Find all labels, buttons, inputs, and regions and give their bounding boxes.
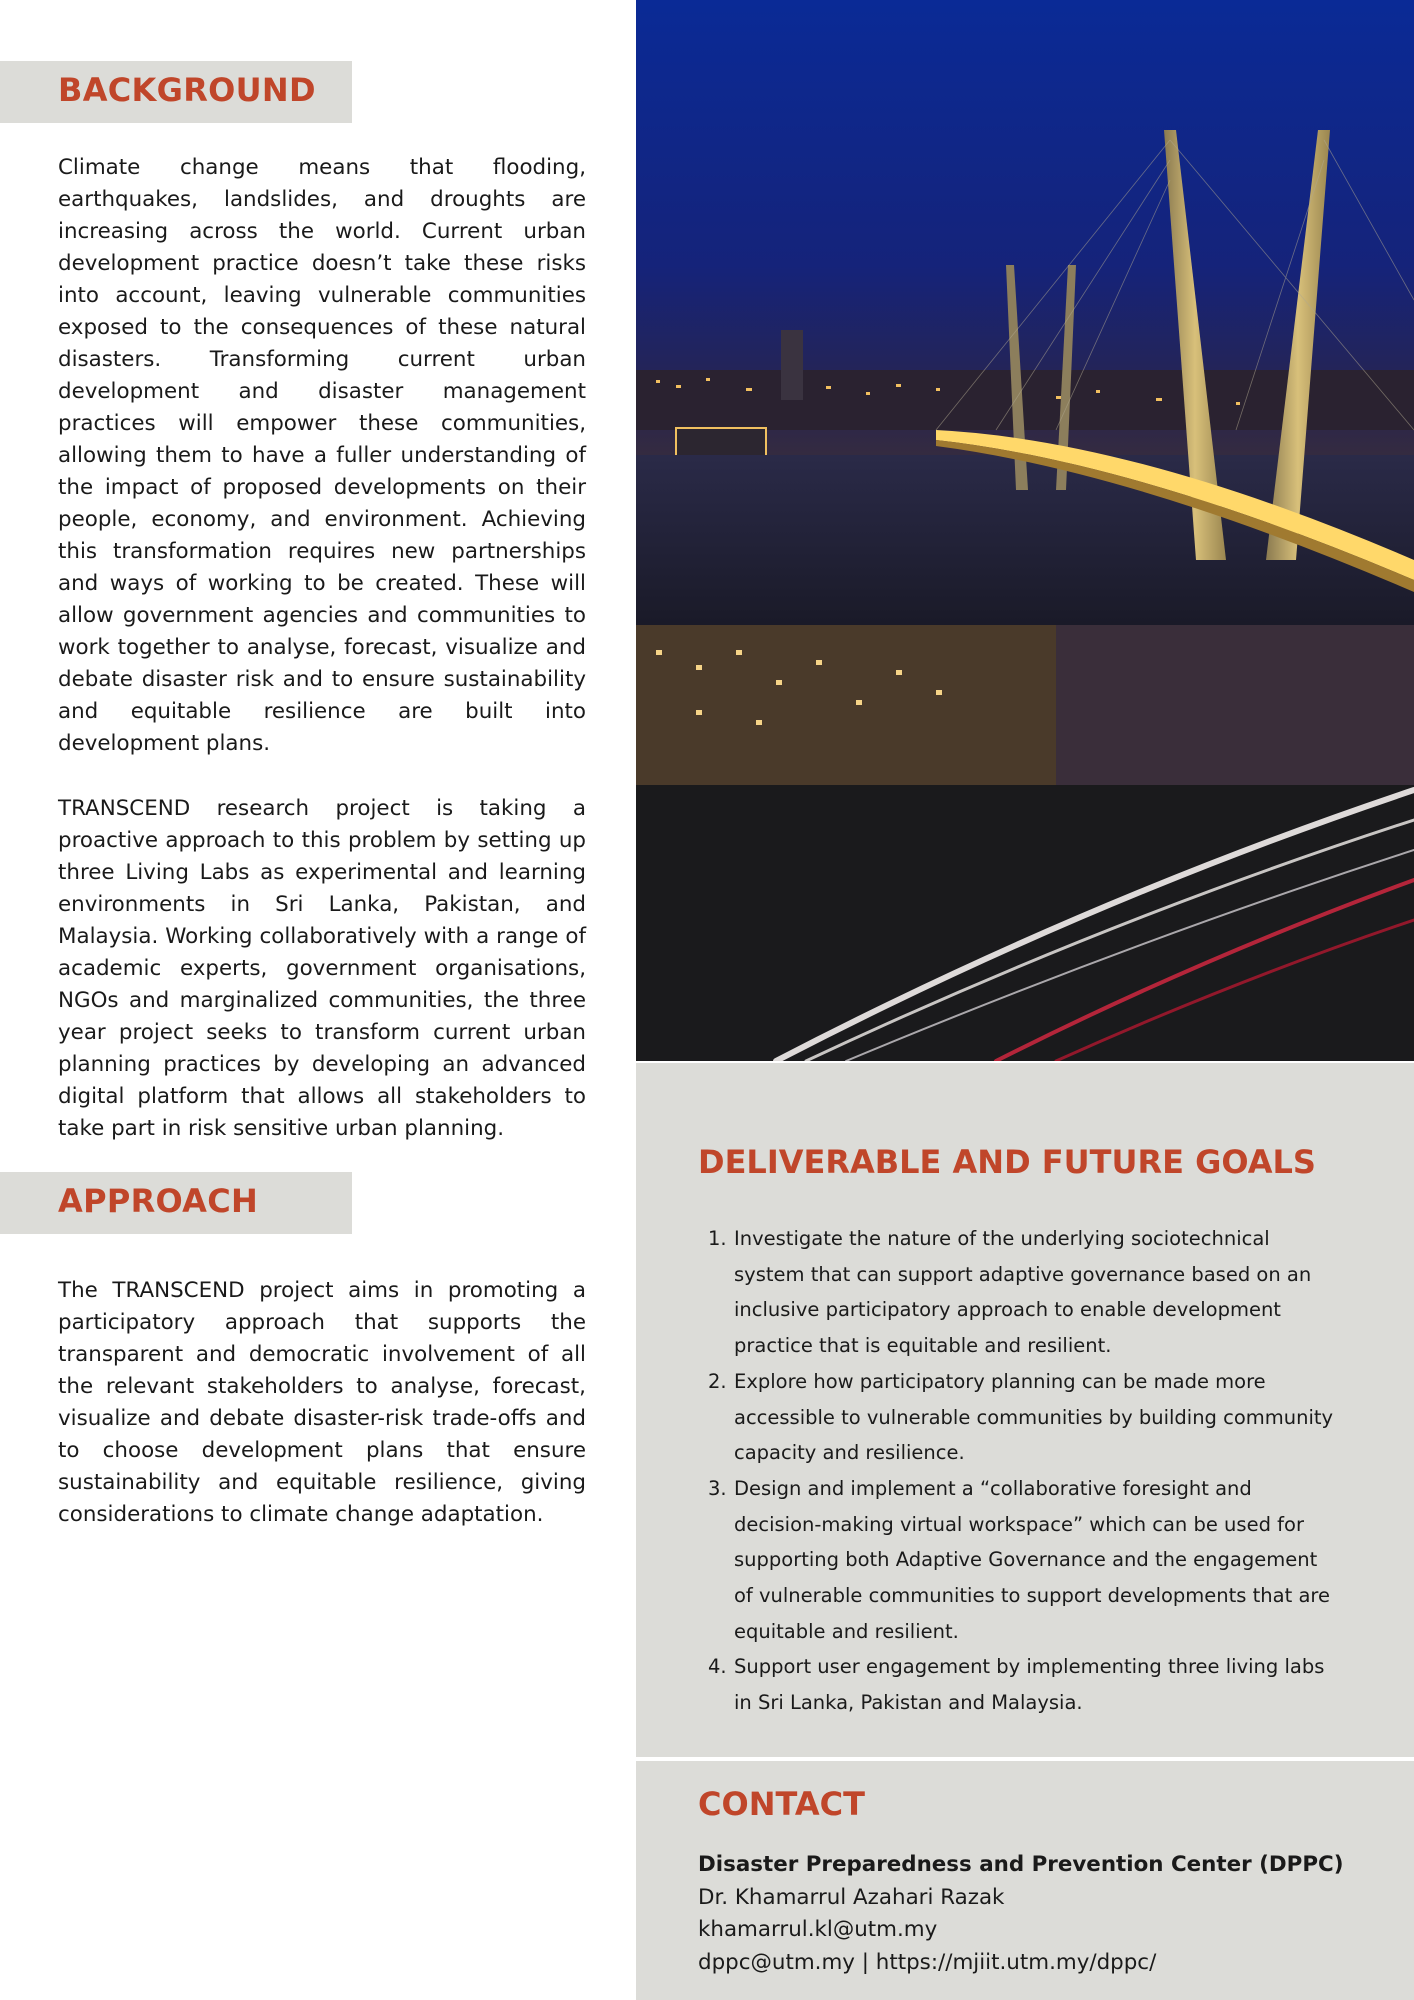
goal-number: 1.	[708, 1227, 727, 1250]
goal-number: 3.	[708, 1476, 727, 1500]
goals-heading: DELIVERABLE AND FUTURE GOALS	[698, 1143, 1316, 1181]
goal-text: Support user engagement by implementing three living labs in Sri Lanka, Pakistan and Malaysia.	[734, 1655, 1325, 1715]
goal-number: 4.	[708, 1655, 727, 1679]
city-bridge-night-photo	[636, 0, 1414, 1061]
background-heading: BACKGROUND	[58, 71, 316, 109]
contact-details	[698, 1849, 1344, 1979]
goal-item	[698, 1221, 1338, 1364]
goal-item	[698, 1364, 1338, 1471]
goal-text: Investigate the nature of the underlying sociotechnical system that can support adaptive governance based on an inclusive participatory approach to enable development practice that is equitable and resilient.	[734, 1227, 1312, 1358]
left-column	[0, 0, 636, 2000]
goals-panel	[636, 1063, 1414, 1757]
photo-illustration	[636, 0, 1414, 1061]
approach-heading: APPROACH	[58, 1182, 259, 1220]
contact-heading: CONTACT	[698, 1785, 865, 1823]
contact-email[interactable]: khamarrul.kl@utm.my	[698, 1917, 938, 1942]
contact-organization: Disaster Preparedness and Prevention Center (DPPC)	[698, 1852, 1344, 1877]
contact-panel	[636, 1761, 1414, 2000]
right-column	[636, 0, 1414, 2000]
approach-paragraph: The TRANSCEND project aims in promoting a participatory approach that supports the transparent and democratic involvement of all the relevant stakeholders to analyse, forecast, visualize and debate disaster-risk trade-offs and to choose development plans that ensure sustainability and equitable resilience, giving considerations to climate change adaptation.	[58, 1278, 586, 1527]
background-heading-band	[0, 61, 352, 123]
contact-web[interactable]: dppc@utm.my | https://mjiit.utm.my/dppc/	[698, 1949, 1157, 1975]
goal-text: Design and implement a “collaborative foresight and decision-making virtual workspace” which can be used for supporting both Adaptive Governance and the engagement of vulnerable communities to support developments that are equitable and resilient.	[734, 1476, 1330, 1643]
goals-list	[698, 1221, 1338, 1721]
background-paragraph-1: Climate change means that flooding, earthquakes, landslides, and droughts are increasing across the world. Current urban development practice doesn’t take these risks into account, leaving vulnerable communities exposed to the consequences of these natural disasters. Transforming current urban development and disaster management practices will empower these communities, allowing them to have a fuller understanding of the impact of proposed developments on their people, economy, and environment. Achieving this transformation requires new partnerships and ways of working to be created. These will allow government agencies and communities to work together to analyse, forecast, visualize and debate disaster risk and to ensure sustainability and equitable resilience are built into development plans.	[58, 155, 586, 756]
contact-person: Dr. Khamarrul Azahari Razak	[698, 1884, 1005, 1910]
goal-item	[698, 1649, 1338, 1720]
goal-text: Explore how participatory planning can be made more accessible to vulnerable communities by building community capacity and resilience.	[734, 1369, 1334, 1465]
goal-item	[698, 1471, 1338, 1650]
background-paragraph-2: TRANSCEND research project is taking a proactive approach to this problem by setting up three Living Labs as experimental and learning environments in Sri Lanka, Pakistan, and Malaysia. Working collaboratively with a range of academic experts, government organisations, NGOs and marginalized communities, the three year project seeks to transform current urban planning practices by developing an advanced digital platform that allows all stakeholders to take part in risk sensitive urban planning.	[58, 796, 586, 1141]
approach-heading-band	[0, 1172, 352, 1234]
goal-number: 2.	[708, 1369, 727, 1393]
